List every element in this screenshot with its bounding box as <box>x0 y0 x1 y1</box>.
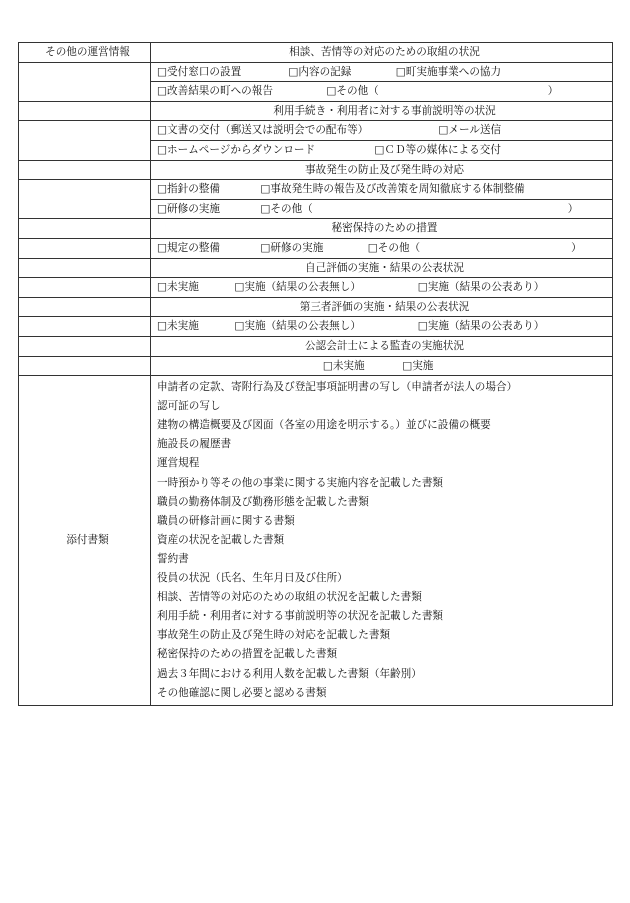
checkbox-improvement-report[interactable]: □改善結果の町への報告 <box>157 85 273 98</box>
table-row <box>19 356 613 376</box>
checkbox-town-cooperation[interactable]: □町実施事業への協力 <box>395 65 502 78</box>
checkbox-other-consultation[interactable]: □その他（ <box>326 85 379 98</box>
accident-header: 事故発生の防止及び発生時の対応 <box>151 160 613 180</box>
checkbox-other-confidentiality[interactable]: □その他（ <box>367 241 421 254</box>
checkbox-accident-training[interactable]: □研修の実施 <box>157 202 220 215</box>
checkbox-reporting-system[interactable]: □事故発生時の報告及び改善策を周知徹底する体制整備 <box>260 183 525 196</box>
table-row <box>19 121 613 141</box>
table-row <box>19 101 613 121</box>
audit-header: 公認会計士による監査の実施状況 <box>151 336 613 356</box>
table-row <box>19 297 613 317</box>
procedures-header: 利用手続き・利用者に対する事前説明等の状況 <box>151 101 613 121</box>
checkbox-self-done-published[interactable]: □実施（結果の公表あり） <box>417 281 545 294</box>
attachment-item: 申請者の定款、寄附行為及び登記事項証明書の写し（申請者が法人の場合） <box>157 381 518 394</box>
checkbox-confidentiality-training[interactable]: □研修の実施 <box>260 241 324 254</box>
checkbox-other-accident[interactable]: □その他（ <box>260 202 313 215</box>
table-row <box>19 278 613 298</box>
third-party-header: 第三者評価の実施・結果の公表状況 <box>151 297 613 317</box>
checkbox-cd-media[interactable]: □ＣＤ等の媒体による交付 <box>374 143 501 156</box>
checkbox-audit-not-done[interactable]: □未実施 <box>322 359 365 372</box>
self-eval-options <box>151 278 613 298</box>
attachment-item: 利用手続・利用者に対する事前説明等の状況を記載した書類 <box>157 610 444 623</box>
blank-cell <box>19 336 151 356</box>
table-row <box>19 219 613 239</box>
attachment-item: 施設長の履歴書 <box>157 438 232 451</box>
blank-cell <box>19 219 151 239</box>
attachment-item: 建物の構造概要及び図面（各室の用途を明示する。）並びに設備の概要 <box>157 419 491 432</box>
checkbox-homepage-download[interactable]: □ホームページからダウンロード <box>157 143 316 156</box>
table-row <box>19 62 613 82</box>
checkbox-document-delivery[interactable]: □文書の交付（郵送又は説明会での配布等） <box>157 124 369 137</box>
audit-options <box>151 356 613 376</box>
accident-options-1 <box>151 180 613 200</box>
attachments-label: 添付書類 <box>19 376 151 706</box>
table-row <box>19 180 613 200</box>
blank-cell <box>19 160 151 180</box>
procedures-options-1 <box>151 121 613 141</box>
checkbox-self-done-no-publish[interactable]: □実施（結果の公表無し） <box>234 281 361 294</box>
checkbox-rules[interactable]: □規定の整備 <box>157 241 220 254</box>
other-info-label: その他の運営情報 <box>19 43 151 63</box>
attachment-item: 事故発生の防止及び発生時の対応を記載した書類 <box>157 629 391 642</box>
blank-cell <box>19 180 151 219</box>
table-row <box>19 43 613 63</box>
checkbox-record-content[interactable]: □内容の記録 <box>288 65 352 78</box>
attachment-item: 秘密保持のための措置を記載した書類 <box>157 648 338 661</box>
checkbox-reception-desk[interactable]: □受付窓口の設置 <box>157 65 242 78</box>
attachment-item: 職員の研修計画に関する書類 <box>157 514 295 527</box>
attachment-item: 一時預かり等その他の事業に関する実施内容を記載した書類 <box>157 476 444 489</box>
consultation-header: 相談、苦情等の対応のための取組の状況 <box>151 43 613 63</box>
blank-cell <box>19 317 151 337</box>
blank-cell <box>19 238 151 258</box>
blank-cell <box>19 297 151 317</box>
attachments-list <box>151 376 613 706</box>
blank-cell <box>19 356 151 376</box>
attachment-item: その他確認に関し必要と認める書類 <box>157 686 327 699</box>
blank-cell <box>19 62 151 101</box>
table-row <box>19 336 613 356</box>
table-row <box>19 317 613 337</box>
procedures-options-2 <box>151 140 613 160</box>
other-close-paren: ） <box>567 202 579 215</box>
attachment-item: 相談、苦情等の対応のための取組の状況を記載した書類 <box>157 591 422 604</box>
attachment-item: 職員の勤務体制及び勤務形態を記載した書類 <box>157 495 369 508</box>
blank-cell <box>19 101 151 121</box>
attachment-item: 役員の状況（氏名、生年月日及び住所） <box>157 572 348 585</box>
attachment-item: 誓約書 <box>157 552 189 565</box>
attachment-item: 認可証の写し <box>157 400 221 413</box>
attachment-item: 過去３年間における利用人数を記載した書類（年齢別） <box>157 667 422 680</box>
checkbox-third-done-no-publish[interactable]: □実施（結果の公表無し） <box>234 320 361 333</box>
table-row <box>19 376 613 706</box>
checkbox-third-not-done[interactable]: □未実施 <box>157 320 199 333</box>
blank-cell <box>19 258 151 278</box>
confidentiality-header: 秘密保持のための措置 <box>151 219 613 239</box>
accident-options-2 <box>151 199 613 219</box>
third-party-options <box>151 317 613 337</box>
attachment-item: 運営規程 <box>157 457 200 470</box>
confidentiality-options <box>151 238 613 258</box>
table-row <box>19 258 613 278</box>
other-close-paren: ） <box>547 85 559 98</box>
checkbox-guideline[interactable]: □指針の整備 <box>157 183 220 196</box>
attachment-item: 資産の状況を記載した書類 <box>157 533 285 546</box>
checkbox-email[interactable]: □メール送信 <box>438 124 502 137</box>
table-row <box>19 238 613 258</box>
blank-cell <box>19 278 151 298</box>
consultation-options-2 <box>151 82 613 102</box>
self-eval-header: 自己評価の実施・結果の公表状況 <box>151 258 613 278</box>
form-table <box>18 42 613 706</box>
table-row <box>19 160 613 180</box>
blank-cell <box>19 121 151 160</box>
other-close-paren: ） <box>571 241 582 254</box>
checkbox-audit-done[interactable]: □実施 <box>402 359 434 372</box>
checkbox-self-not-done[interactable]: □未実施 <box>157 281 199 294</box>
consultation-options-1 <box>151 62 613 82</box>
checkbox-third-done-published[interactable]: □実施（結果の公表あり） <box>417 320 545 333</box>
